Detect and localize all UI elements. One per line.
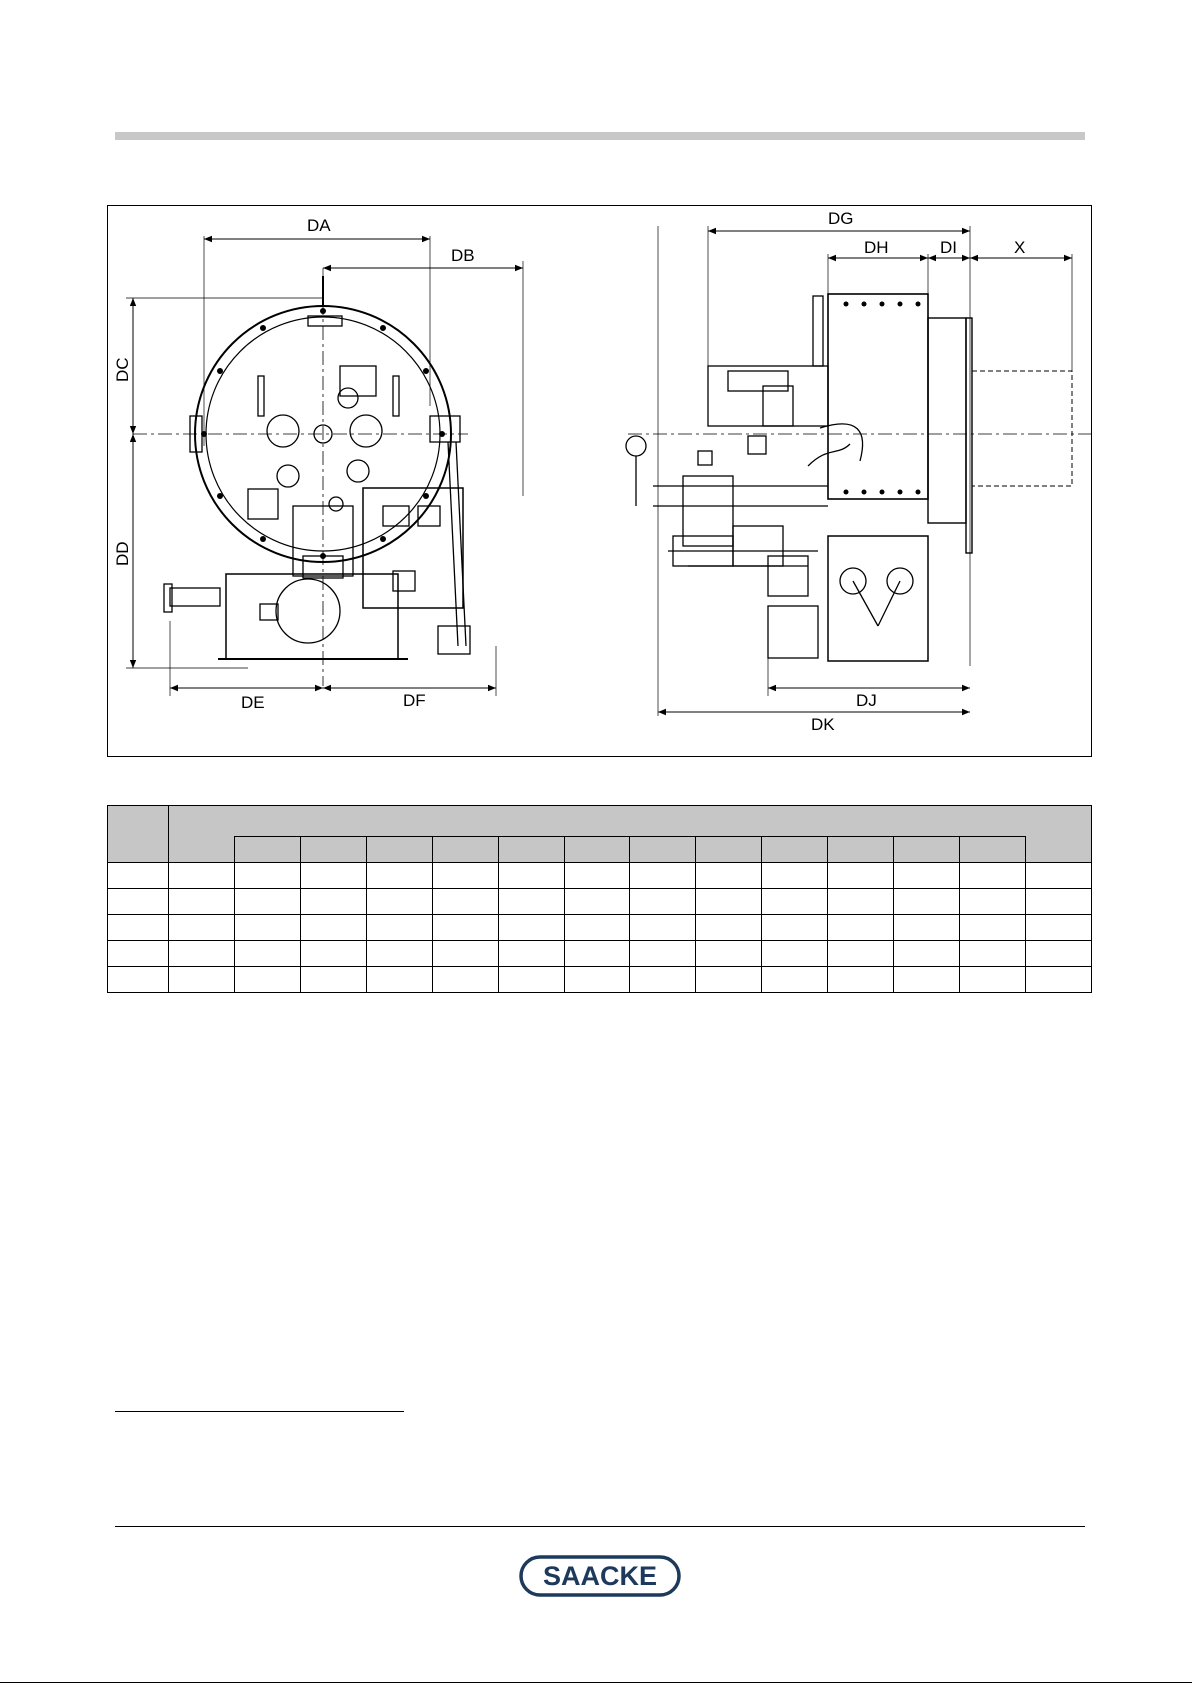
table-row (108, 863, 1092, 889)
table-header-cell (564, 837, 630, 863)
table-header-cell (762, 837, 828, 863)
side-dimensions (658, 226, 1072, 716)
table-header-row (108, 837, 1092, 863)
table-header-cell (366, 837, 432, 863)
label-DC: DC (113, 357, 132, 382)
front-dimensions (126, 236, 523, 696)
table-row (108, 941, 1092, 967)
label-X: X (1014, 238, 1026, 257)
table-header-cell (630, 837, 696, 863)
bottom-rule (0, 1682, 1192, 1683)
label-DE: DE (241, 693, 265, 712)
table-header-row-top (108, 806, 1092, 837)
table-header-cell (894, 837, 960, 863)
table-header-cell (696, 837, 762, 863)
label-DJ: DJ (856, 691, 877, 710)
footnote-rule (115, 1411, 404, 1412)
label-DI: DI (940, 238, 957, 257)
table-header-cell (432, 837, 498, 863)
label-DB: DB (451, 246, 475, 265)
table-row (108, 967, 1092, 993)
label-DA: DA (307, 216, 331, 235)
dimension-table (107, 805, 1092, 993)
label-DF: DF (403, 691, 426, 710)
table-row (108, 889, 1092, 915)
table-header-cell (960, 837, 1026, 863)
table-row (108, 915, 1092, 941)
header-rule (115, 132, 1085, 140)
footer-rule (115, 1526, 1085, 1527)
table-header-cell (300, 837, 366, 863)
table-header-span (169, 806, 1092, 837)
table-header-corner (108, 806, 169, 863)
side-view (626, 294, 1093, 661)
table-header-cell (234, 837, 300, 863)
table-header-cell (498, 837, 564, 863)
label-DK: DK (811, 715, 835, 734)
table-header-cell (828, 837, 894, 863)
logo-text: SAACKE (542, 1561, 658, 1591)
label-DH: DH (864, 238, 889, 257)
table-header-cell (1025, 837, 1091, 863)
label-DD: DD (113, 541, 132, 566)
front-view (133, 276, 470, 686)
saacke-logo (519, 1555, 681, 1597)
table-header-cell (169, 837, 235, 863)
label-DG: DG (828, 209, 854, 228)
dimension-drawing (107, 205, 1092, 757)
